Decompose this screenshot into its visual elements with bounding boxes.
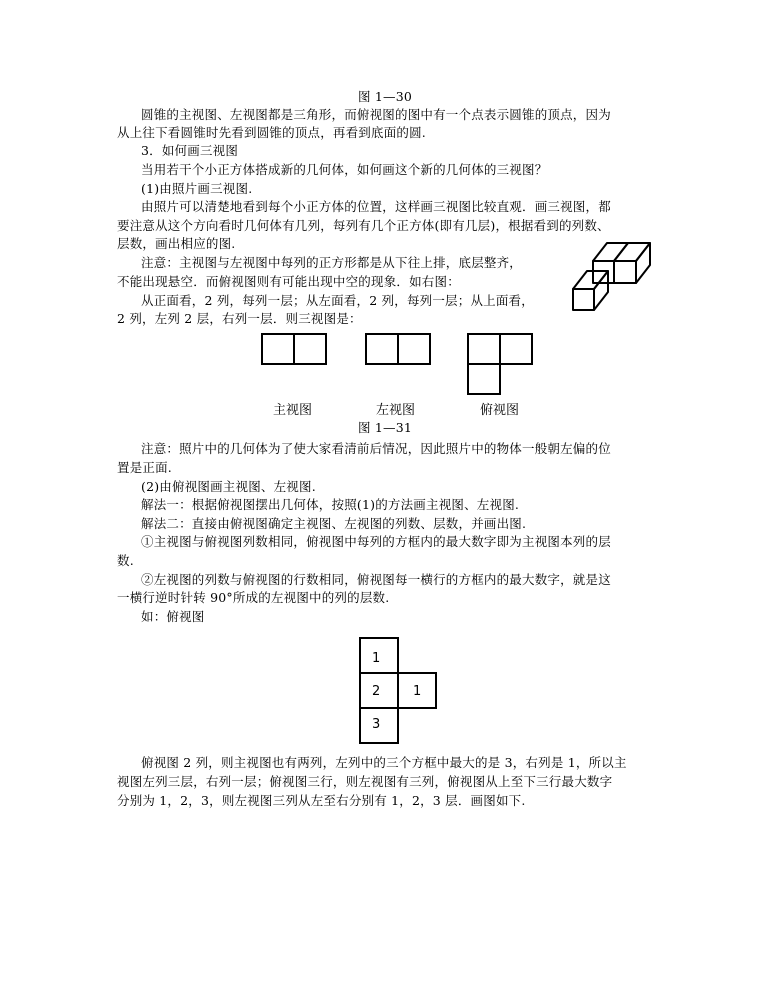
paragraph-conclusion-line3: 分别为 1，2，3，则左视图三列从左至右分别有 1，2，3 层．画图如下. bbox=[117, 793, 526, 808]
paragraph-photo-line3: 层数，画出相应的图. bbox=[117, 236, 236, 251]
paragraph-views-line2: 2 列，左列 2 层，右列一层．则三视图是： bbox=[117, 311, 362, 326]
paragraph-views-line1: 从正面看，2 列，每列一层；从左面看，2 列，每列一层；从上面看， bbox=[141, 293, 534, 308]
grid-number-r3c1: 3 bbox=[372, 717, 381, 732]
paragraph-photo-note-line1: 注意：照片中的几何体为了使大家看清前后情况，因此照片中的物体一般朝左偏的位 bbox=[141, 441, 611, 456]
method-one: 解法一：根据俯视图摆出几何体，按照(1)的方法画主视图、左视图. bbox=[141, 497, 520, 512]
cube-solid-figure bbox=[570, 237, 670, 317]
rule-two-line1: ②左视图的列数与俯视图的行数相同，俯视图每一横行的方框内的最大数字，就是这 bbox=[141, 572, 611, 587]
paragraph-conclusion-line1: 俯视图 2 列，则主视图也有两列，左列中的三个方框中最大的是 3，右列是 1，所以主 bbox=[141, 755, 627, 770]
rule-one-line1: ①主视图与俯视图列数相同，俯视图中每列的方框内的最大数字即为主视图本列的层 bbox=[141, 534, 611, 549]
grid-number-r1c1: 1 bbox=[372, 651, 381, 666]
left-view-label: 左视图 bbox=[376, 403, 416, 418]
paragraph-cone-views-line2: 从上往下看圆锥时先看到圆锥的顶点，再看到底面的圆. bbox=[117, 125, 426, 140]
figure-caption-1-30: 图 1—30 bbox=[357, 89, 413, 104]
front-view-cell-left bbox=[261, 333, 295, 365]
top-view-label: 俯视图 bbox=[480, 403, 520, 418]
paragraph-note-line1: 注意：主视图与左视图中每列的正方形都是从下往上排，底层整齐， bbox=[141, 255, 523, 270]
top-view-cell-top-left bbox=[467, 333, 501, 365]
left-view-cell-right bbox=[397, 333, 431, 365]
paragraph-cone-views-line1: 圆锥的主视图、左视图都是三角形，而俯视图的图中有一个点表示圆锥的顶点，因为 bbox=[141, 107, 611, 122]
subheading-from-photo: (1)由照片画三视图. bbox=[141, 181, 253, 196]
front-view-cell-right bbox=[293, 333, 327, 365]
paragraph-question: 当用若干个小正方体搭成新的几何体，如何画这个新的几何体的三视图？ bbox=[141, 162, 548, 177]
figure-caption-1-31: 图 1—31 bbox=[357, 420, 413, 435]
paragraph-conclusion-line2: 视图左列三层，右列一层；俯视图三行，则左视图有三列，俯视图从上至下三行最大数字 bbox=[117, 774, 613, 789]
example-label: 如：俯视图 bbox=[141, 609, 205, 624]
paragraph-note-line2: 不能出现悬空．而俯视图则有可能出现中空的现象．如右图： bbox=[117, 274, 460, 289]
paragraph-photo-line2: 要注意从这个方向看时几何体有几列，每列有几个正方体(即有几层)，根据看到的列数、 bbox=[117, 218, 610, 233]
subheading-from-top-view: (2)由俯视图画主视图、左视图. bbox=[141, 479, 316, 494]
rule-two-line2: 一横行逆时针转 90°所成的左视图中的列的层数. bbox=[117, 590, 390, 605]
grid-number-r2c2: 1 bbox=[413, 684, 422, 699]
rule-one-line2: 数. bbox=[117, 553, 134, 568]
section-heading-3: 3．如何画三视图 bbox=[141, 143, 239, 158]
grid-number-r2c1: 2 bbox=[372, 684, 381, 699]
top-view-cell-bottom-left bbox=[467, 363, 501, 395]
paragraph-photo-note-line2: 置是正面. bbox=[117, 460, 172, 475]
left-view-cell-left bbox=[365, 333, 399, 365]
top-view-cell-top-right bbox=[499, 333, 533, 365]
paragraph-photo-line1: 由照片可以清楚地看到每个小正方体的位置，这样画三视图比较直观．画三视图，都 bbox=[141, 199, 611, 214]
front-view-label: 主视图 bbox=[273, 403, 313, 418]
method-two: 解法二：直接由俯视图确定主视图、左视图的列数、层数，并画出图. bbox=[141, 516, 527, 531]
